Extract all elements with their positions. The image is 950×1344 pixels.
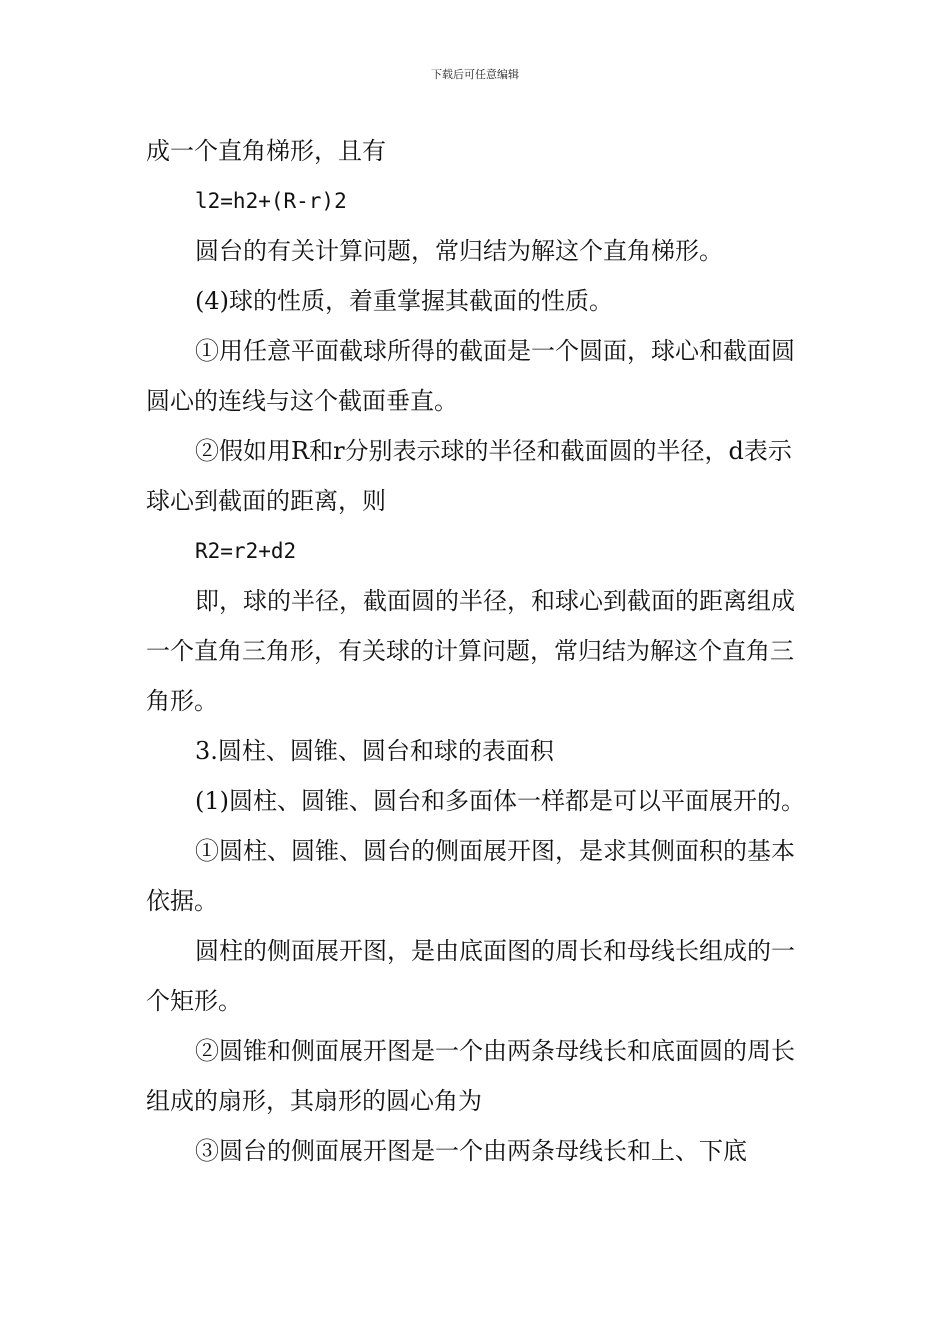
paragraph: ③圆台的侧面展开图是一个由两条母线长和上、下底 xyxy=(195,1137,747,1165)
formula-line: R2=r2+d2 xyxy=(195,539,297,563)
paragraph: 圆台的有关计算问题，常归结为解这个直角梯形。 xyxy=(195,237,723,265)
paragraph: ②圆锥和侧面展开图是一个由两条母线长和底面圆的周长组成的扇形，其扇形的圆心角为 xyxy=(146,1037,795,1115)
paragraph: (1)圆柱、圆锥、圆台和多面体一样都是可以平面展开的。 xyxy=(195,787,805,815)
document-body xyxy=(146,126,810,1176)
paragraph: ②假如用R和r分别表示球的半径和截面圆的半径，d表示球心到截面的距离，则 xyxy=(146,437,792,515)
paragraph: 即，球的半径，截面圆的半径，和球心到截面的距离组成一个直角三角形，有关球的计算问题，常归结为解这个直角三角形。 xyxy=(146,587,795,715)
paragraph: (4)球的性质，着重掌握其截面的性质。 xyxy=(195,287,613,315)
paragraph: 圆柱的侧面展开图，是由底面图的周长和母线长组成的一个矩形。 xyxy=(146,937,795,1015)
paragraph: 3.圆柱、圆锥、圆台和球的表面积 xyxy=(195,737,554,765)
paragraph: ①用任意平面截球所得的截面是一个圆面，球心和截面圆圆心的连线与这个截面垂直。 xyxy=(146,337,795,415)
paragraph: ①圆柱、圆锥、圆台的侧面展开图，是求其侧面积的基本依据。 xyxy=(146,837,795,915)
page-header: 下载后可任意编辑 xyxy=(431,68,519,81)
paragraph: 成一个直角梯形，且有 xyxy=(146,137,386,165)
formula-line: l2=h2+(R-r)2 xyxy=(195,189,347,213)
